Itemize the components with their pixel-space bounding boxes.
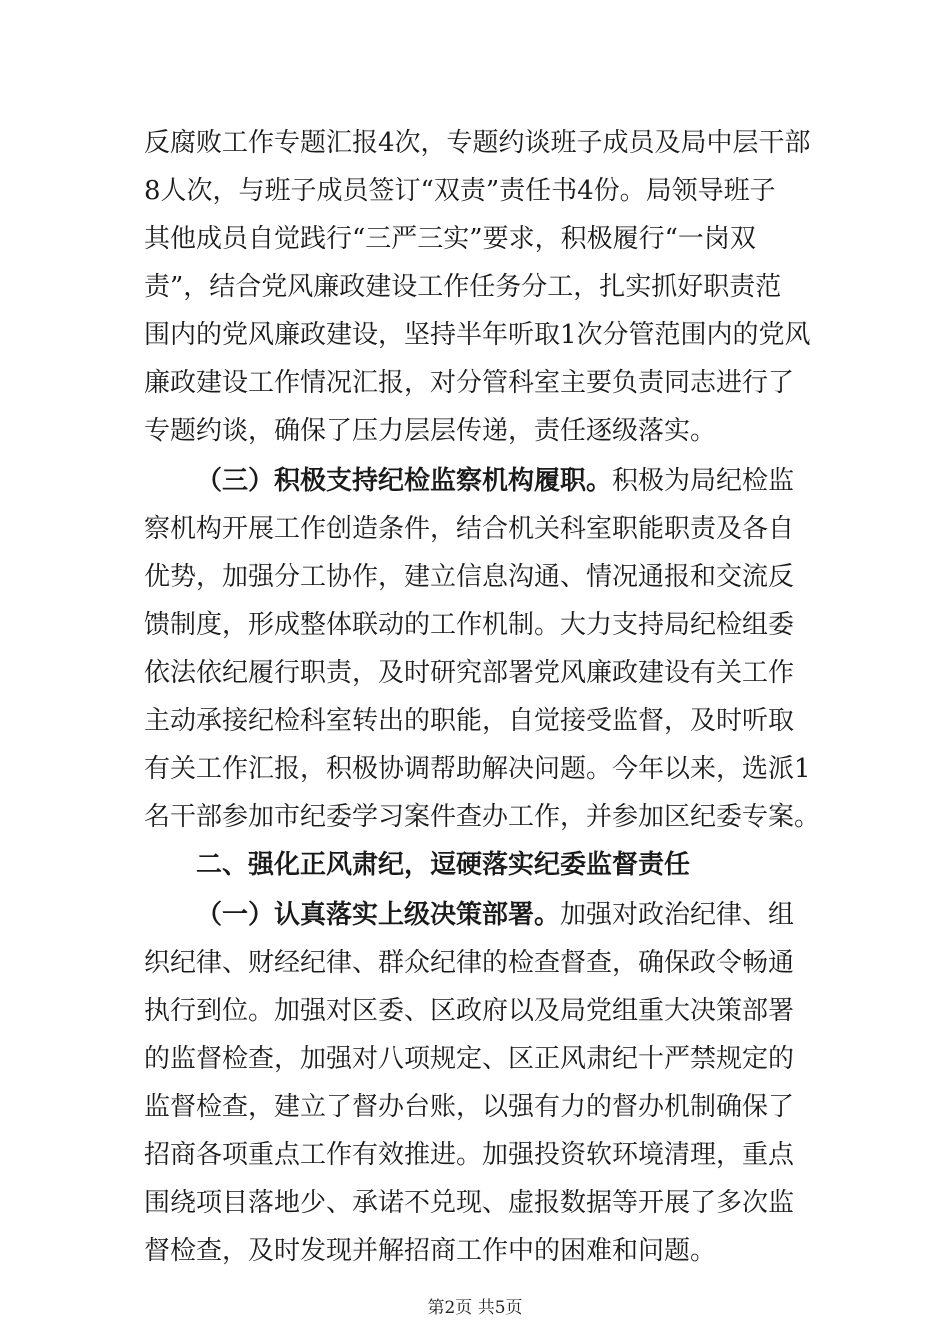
text-line <box>0 406 950 456</box>
text-line <box>0 1226 950 1276</box>
line-text: 责”，结合党风廉政建设工作任务分工，扎实抓好职责范 <box>144 272 782 302</box>
line-text: 察机构开展工作创造条件，结合机关科室职能职责及各自 <box>144 514 795 544</box>
line-text: 反腐败工作专题汇报4次，专题约谈班子成员及局中层干部 <box>144 128 811 158</box>
text-line <box>0 552 950 602</box>
page-footer: 第2页 共5页 <box>427 1298 523 1318</box>
section-lead <box>196 890 794 940</box>
section-title: （一）认真落实上级决策部署。 <box>196 900 561 930</box>
line-text: 围绕项目落地少、承诺不兑现、虚报数据等开展了多次监 <box>144 1188 795 1218</box>
text-line <box>0 744 950 794</box>
text-line <box>0 358 950 408</box>
line-text: 招商各项重点工作有效推进。加强投资软环境清理，重点 <box>144 1140 795 1170</box>
line-text: 的监督检查，加强对八项规定、区正风肃纪十严禁规定的 <box>144 1044 795 1074</box>
text-line <box>0 696 950 746</box>
text-line <box>0 1082 950 1132</box>
text-line <box>0 214 950 264</box>
line-text: 依法依纪履行职责，及时研究部署党风廉政建设有关工作 <box>144 658 795 688</box>
line-text: 8人次，与班子成员签订“双责”责任书4份。局领导班子 <box>144 176 776 206</box>
text-line <box>0 648 950 698</box>
section-lead-line <box>0 890 950 940</box>
line-text: 馈制度，形成整体联动的工作机制。大力支持局纪检组委 <box>144 610 795 640</box>
text-line <box>0 600 950 650</box>
text-line <box>0 1034 950 1084</box>
line-text: 加强对政治纪律、组 <box>560 900 795 930</box>
line-text: 专题约谈，确保了压力层层传递，责任逐级落实。 <box>144 416 717 446</box>
section-heading: 二、强化正风肃纪，逗硬落实纪委监督责任 <box>196 850 691 880</box>
line-text: 督检查，及时发现并解招商工作中的困难和问题。 <box>144 1236 717 1266</box>
text-line <box>0 986 950 1036</box>
line-text: 主动承接纪检科室转出的职能，自觉接受监督，及时听取 <box>144 706 795 736</box>
line-text: 织纪律、财经纪律、群众纪律的检查督查，确保政令畅通 <box>144 948 795 978</box>
text-line <box>0 262 950 312</box>
line-text: 廉政建设工作情况汇报，对分管科室主要负责同志进行了 <box>144 368 795 398</box>
line-text: 优势，加强分工协作，建立信息沟通、情况通报和交流反 <box>144 562 795 592</box>
line-text: 有关工作汇报，积极协调帮助解决问题。今年以来，选派1 <box>144 754 811 784</box>
section-lead-line <box>0 456 950 506</box>
text-line <box>0 118 950 168</box>
line-text: 执行到位。加强对区委、区政府以及局党组重大决策部署 <box>144 996 795 1026</box>
text-line <box>0 166 950 216</box>
text-line <box>0 310 950 360</box>
line-text: 名干部参加市纪委学习案件查办工作，并参加区纪委专案。 <box>144 802 821 832</box>
text-line <box>0 938 950 988</box>
line-text: 其他成员自觉践行“三严三实”要求，积极履行“一岗双 <box>144 224 756 254</box>
text-line <box>0 504 950 554</box>
heading-line <box>0 840 950 890</box>
line-text: 围内的党风廉政建设，坚持半年听取1次分管范围内的党风 <box>144 320 811 350</box>
text-line <box>0 792 950 842</box>
line-text: 积极为局纪检监 <box>612 466 795 496</box>
line-text: 监督检查，建立了督办台账，以强有力的督办机制确保了 <box>144 1092 795 1122</box>
text-line <box>0 1130 950 1180</box>
section-title: （三）积极支持纪检监察机构履职。 <box>196 466 613 496</box>
text-line <box>0 1178 950 1228</box>
section-lead <box>196 456 794 506</box>
